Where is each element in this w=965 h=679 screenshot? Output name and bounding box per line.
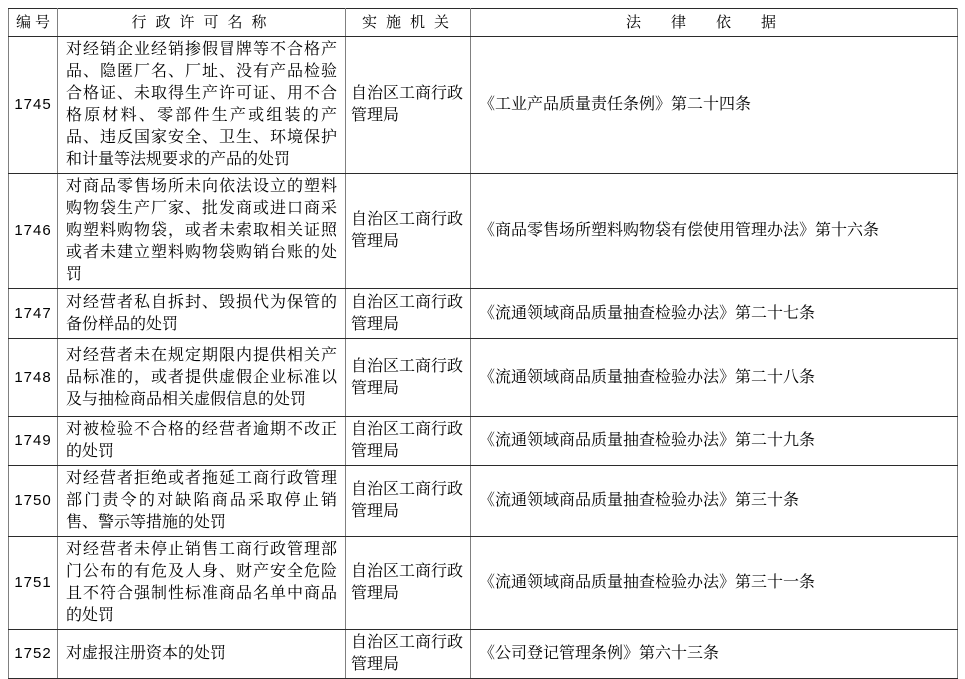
row-id: 1749 [9, 417, 58, 466]
implementing-agency: 自治区工商行政管理局 [346, 466, 471, 537]
row-id: 1748 [9, 339, 58, 417]
table-row [9, 174, 958, 289]
implementing-agency: 自治区工商行政管理局 [346, 339, 471, 417]
permit-name: 对经营者未停止销售工商行政管理部门公布的有危及人身、财产安全危险且不符合强制性标准商品名单中商品的处罚 [58, 537, 346, 630]
row-id: 1745 [9, 37, 58, 174]
permit-name: 对经营者私自拆封、毁损代为保管的备份样品的处罚 [58, 289, 346, 339]
column-header-agency [346, 9, 471, 37]
row-id: 1747 [9, 289, 58, 339]
table-row [9, 537, 958, 630]
row-id: 1750 [9, 466, 58, 537]
permit-name: 对商品零售场所未向依法设立的塑料购物袋生产厂家、批发商或进口商采购塑料购物袋，或者未索取相关证照或者未建立塑料购物袋购销台账的处罚 [58, 174, 346, 289]
permit-name: 对被检验不合格的经营者逾期不改正的处罚 [58, 417, 346, 466]
implementing-agency: 自治区工商行政管理局 [346, 537, 471, 630]
table-row [9, 630, 958, 679]
table-header-row [9, 9, 958, 37]
administrative-permits-table [8, 8, 958, 679]
column-header-id [9, 9, 58, 37]
permit-name: 对虚报注册资本的处罚 [58, 630, 346, 679]
column-header-id-label: 编号 [15, 13, 54, 31]
legal-basis: 《流通领域商品质量抽查检验办法》第二十八条 [471, 339, 958, 417]
implementing-agency: 自治区工商行政管理局 [346, 289, 471, 339]
permit-name: 对经销企业经销掺假冒牌等不合格产品、隐匿厂名、厂址、没有产品检验合格证、未取得生产许可证、用不合格原材料、零部件生产或组装的产品、违反国家安全、卫生、环境保护和计量等法规要求的产品的处罚 [58, 37, 346, 174]
row-id: 1751 [9, 537, 58, 630]
column-header-legal-basis-label: 法律依据 [625, 13, 806, 31]
implementing-agency: 自治区工商行政管理局 [346, 37, 471, 174]
legal-basis: 《流通领域商品质量抽查检验办法》第二十九条 [471, 417, 958, 466]
legal-basis: 《流通领域商品质量抽查检验办法》第三十一条 [471, 537, 958, 630]
implementing-agency: 自治区工商行政管理局 [346, 174, 471, 289]
legal-basis: 《工业产品质量责任条例》第二十四条 [471, 37, 958, 174]
table-row [9, 37, 958, 174]
legal-basis: 《流通领域商品质量抽查检验办法》第三十条 [471, 466, 958, 537]
legal-basis: 《公司登记管理条例》第六十三条 [471, 630, 958, 679]
row-id: 1752 [9, 630, 58, 679]
administrative-permits-table-container [8, 8, 957, 679]
implementing-agency: 自治区工商行政管理局 [346, 417, 471, 466]
table-row [9, 289, 958, 339]
table-row [9, 466, 958, 537]
table-row [9, 339, 958, 417]
implementing-agency: 自治区工商行政管理局 [346, 630, 471, 679]
permit-name: 对经营者拒绝或者拖延工商行政管理部门责令的对缺陷商品采取停止销售、警示等措施的处罚 [58, 466, 346, 537]
legal-basis: 《商品零售场所塑料购物袋有偿使用管理办法》第十六条 [471, 174, 958, 289]
table-row [9, 417, 958, 466]
legal-basis: 《流通领域商品质量抽查检验办法》第二十七条 [471, 289, 958, 339]
row-id: 1746 [9, 174, 58, 289]
column-header-permit-name-label: 行政许可名称 [131, 13, 276, 31]
permit-name: 对经营者未在规定期限内提供相关产品标准的，或者提供虚假企业标准以及与抽检商品相关虚假信息的处罚 [58, 339, 346, 417]
column-header-permit-name [58, 9, 346, 37]
column-header-agency-label: 实施机关 [361, 13, 458, 31]
column-header-legal-basis [471, 9, 958, 37]
